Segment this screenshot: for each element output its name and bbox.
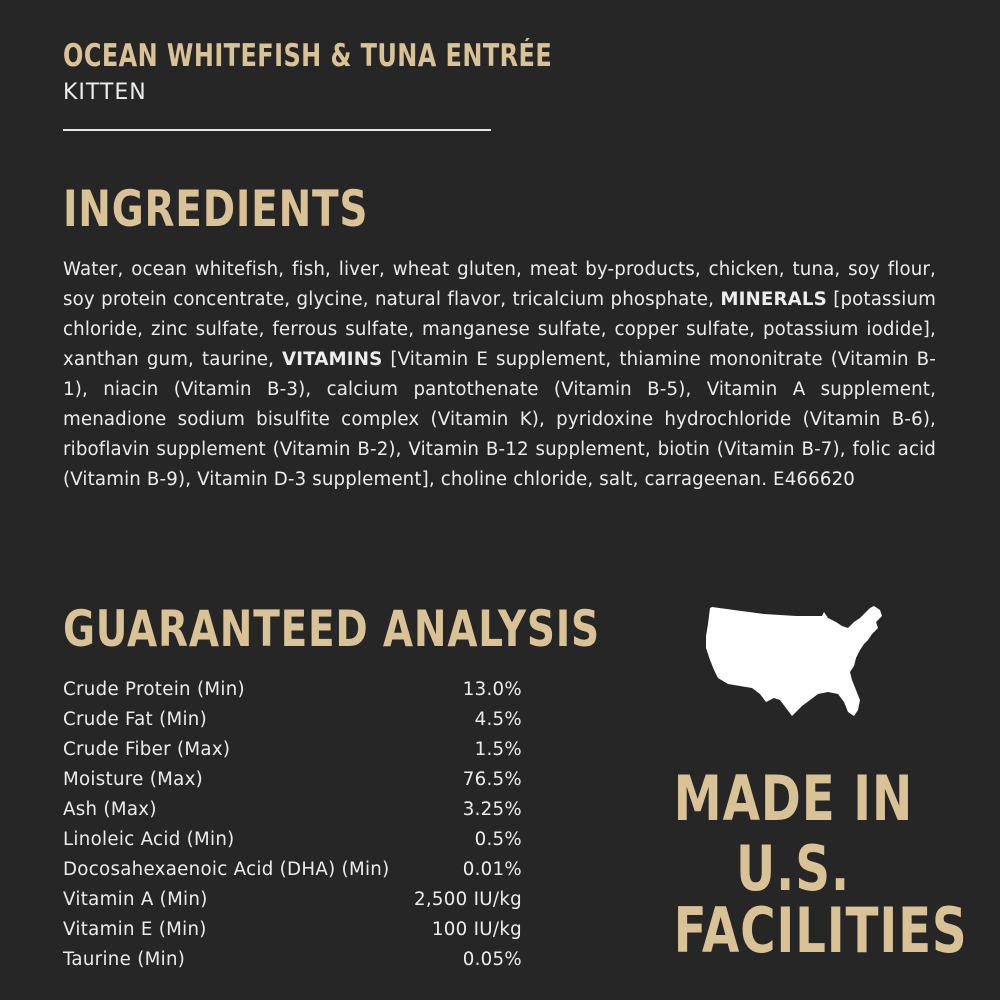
analysis-value: 76.5% — [462, 769, 522, 790]
analysis-value: 3.25% — [462, 799, 522, 820]
analysis-value: 4.5% — [474, 709, 522, 730]
ingredients-heading: INGREDIENTS — [63, 180, 369, 238]
product-variant: KITTEN — [63, 80, 147, 105]
analysis-row — [63, 705, 522, 735]
analysis-value: 1.5% — [474, 739, 522, 760]
analysis-name: Crude Fiber (Max) — [63, 739, 231, 760]
analysis-table — [63, 675, 522, 975]
analysis-row — [63, 945, 522, 975]
ingredients-text — [63, 255, 936, 495]
usa-map-icon — [704, 606, 884, 721]
analysis-row — [63, 825, 522, 855]
analysis-name: Crude Protein (Min) — [63, 679, 245, 700]
analysis-value: 0.05% — [462, 949, 522, 970]
analysis-name: Docosahexaenoic Acid (DHA) (Min) — [63, 859, 390, 880]
ingredients-text-part: [potassium chloride, zinc sulfate, ferrous sulfate, manganese sulfate, copper sulfate, potassium iodide], xanthan gum, taurine, — [63, 289, 936, 370]
analysis-row — [63, 855, 522, 885]
analysis-name: Moisture (Max) — [63, 769, 204, 790]
analysis-name: Crude Fat (Min) — [63, 709, 208, 730]
analysis-row — [63, 675, 522, 705]
header-divider — [63, 129, 491, 131]
analysis-value: 100 IU/kg — [431, 919, 522, 940]
analysis-row — [63, 915, 522, 945]
ingredients-text-part: Water, ocean whitefish, fish, liver, wheat gluten, meat by-products, chicken, tuna, soy flour, soy protein concentrate, glycine, natural flavor, tricalcium phosphate, — [63, 259, 936, 310]
minerals-label: MINERALS — [720, 289, 827, 310]
analysis-value: 13.0% — [462, 679, 522, 700]
analysis-value: 0.01% — [462, 859, 522, 880]
analysis-name: Taurine (Min) — [63, 949, 186, 970]
analysis-value: 2,500 IU/kg — [413, 889, 522, 910]
made-in-line-1: MADE IN — [673, 762, 914, 835]
ingredients-text-part: [Vitamin E supplement, thiamine mononitrate (Vitamin B-1), niacin (Vitamin B-3), calcium pantothenate (Vitamin B-5), Vitamin A supplement, menadione sodium bisulfite complex (Vitamin K), pyridoxine hydrochloride (Vitamin B-6), riboflavin supplement (Vitamin B-2), Vitamin B-12 supplement, biotin (Vitamin B-7), folic acid (Vitamin B-9), Vitamin D-3 supplement], choline chloride, salt, carrageenan. E466620 — [63, 349, 936, 490]
product-name: OCEAN WHITEFISH & TUNA ENTRÉE — [63, 38, 553, 74]
made-in-line-3: FACILITIES — [673, 894, 968, 967]
analysis-row — [63, 735, 522, 765]
made-in-line-2: U.S. — [736, 832, 850, 905]
analysis-heading: GUARANTEED ANALYSIS — [63, 600, 600, 658]
analysis-row — [63, 795, 522, 825]
analysis-name: Linoleic Acid (Min) — [63, 829, 235, 850]
analysis-row — [63, 765, 522, 795]
analysis-name: Ash (Max) — [63, 799, 157, 820]
analysis-value: 0.5% — [474, 829, 522, 850]
analysis-row — [63, 885, 522, 915]
analysis-name: Vitamin A (Min) — [63, 889, 208, 910]
vitamins-label: VITAMINS — [282, 349, 383, 370]
analysis-name: Vitamin E (Min) — [63, 919, 207, 940]
